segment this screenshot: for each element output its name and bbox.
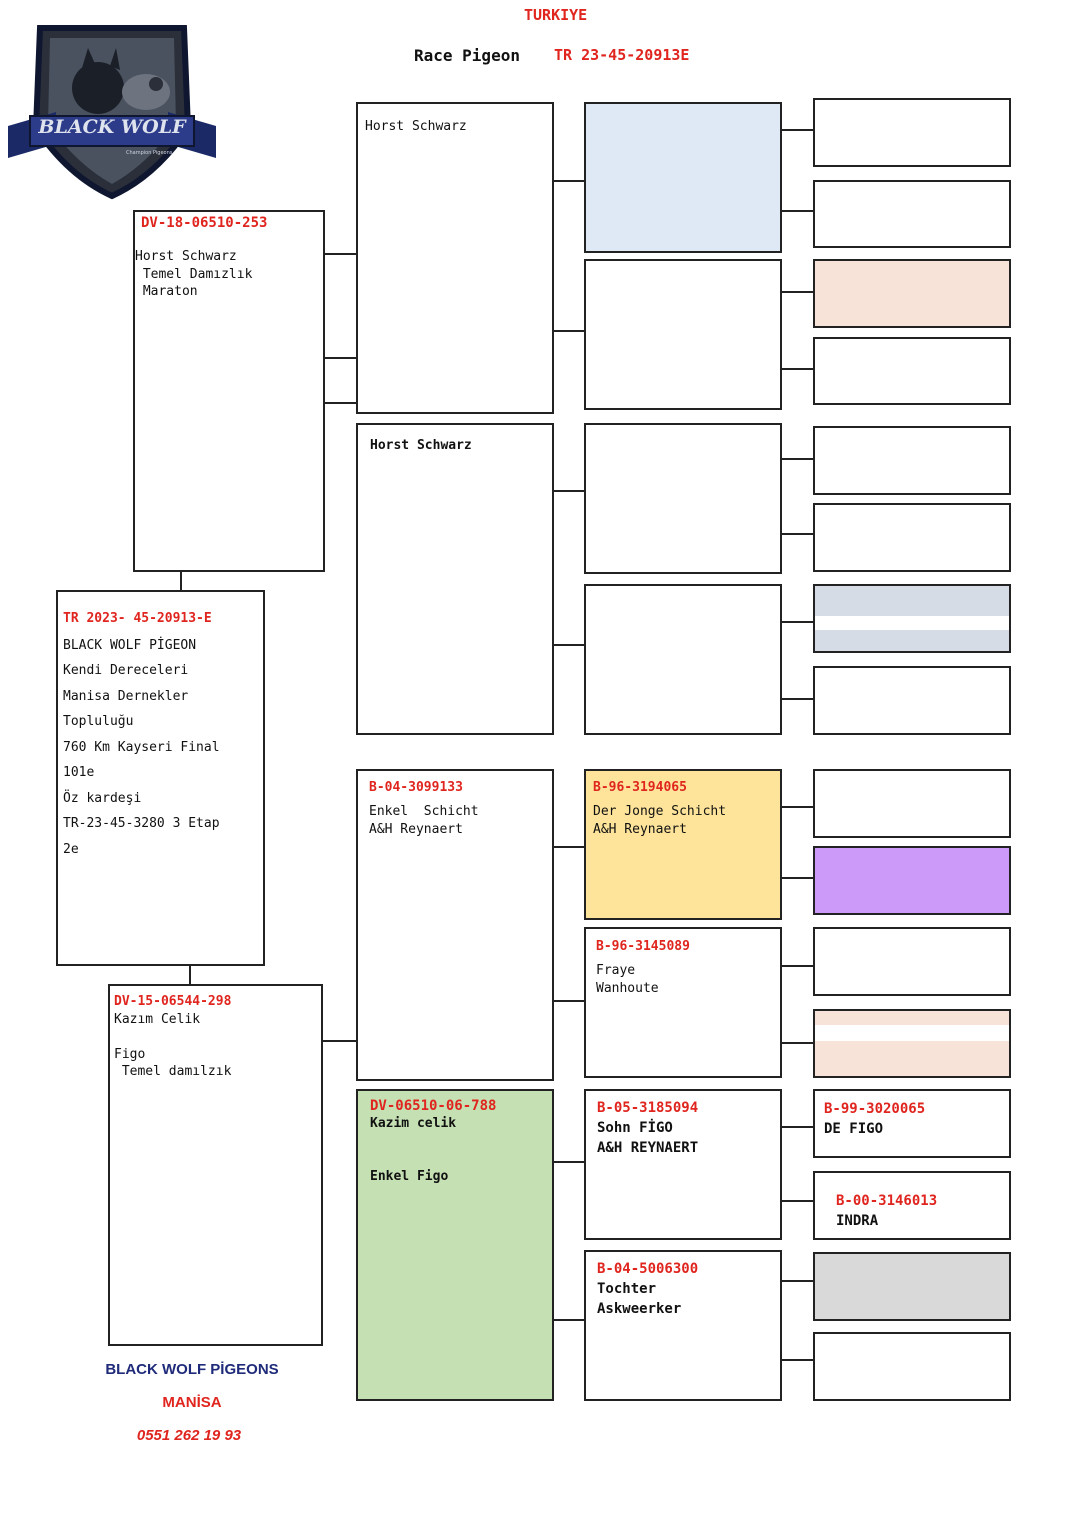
country-title: TURKIYE	[524, 6, 588, 24]
dam-dam-line: Enkel Figo	[370, 1169, 449, 1184]
dam-dam-box	[356, 1089, 554, 1401]
connector-line	[781, 533, 814, 535]
gen4-ring: B-00-3146013	[836, 1193, 938, 1209]
dam-dam-ring: DV-06510-06-788	[370, 1098, 497, 1114]
connector-line	[781, 1200, 814, 1202]
connector-line	[553, 180, 586, 182]
gen3-box	[584, 423, 782, 574]
logo-text: BLACK WOLF	[38, 116, 186, 138]
gen4-box	[813, 98, 1011, 167]
connector-line	[781, 1280, 814, 1282]
gen4-box	[813, 927, 1011, 996]
connector-line	[553, 1000, 586, 1002]
dam-sire-ring: B-04-3099133	[369, 780, 463, 795]
gen4-box	[813, 337, 1011, 405]
gen4-box-indra	[813, 1171, 1011, 1240]
connector-line	[781, 291, 814, 293]
connector-line	[781, 806, 814, 808]
connector-line	[781, 1126, 814, 1128]
connector-line	[322, 1040, 356, 1042]
subject-line: 760 Km Kayseri Final	[63, 740, 220, 755]
gen3-line: Sohn FİGO	[597, 1120, 673, 1136]
gen3-line: Fraye	[596, 963, 636, 978]
gen3-box-dd-dam	[584, 1250, 782, 1401]
connector-line	[781, 129, 814, 131]
gen3-line: Tochter	[597, 1281, 657, 1297]
connector-line	[781, 1359, 814, 1361]
gen4-box	[813, 259, 1011, 328]
gen3-ring: B-04-5006300	[597, 1261, 699, 1277]
gen4-box-figo	[813, 1089, 1011, 1158]
connector-line	[553, 490, 586, 492]
dam-sire-line: Enkel Schicht	[369, 804, 479, 819]
connector-line	[781, 877, 814, 879]
subject-line: Topluluğu	[63, 714, 134, 729]
gen4-line: INDRA	[836, 1213, 879, 1229]
gen3-ring: B-96-3194065	[593, 780, 687, 795]
dam-sire-box	[356, 769, 554, 1081]
gen3-line: Wanhoute	[596, 981, 659, 996]
subject-line: 101e	[63, 765, 95, 780]
connector-line	[553, 330, 586, 332]
footer-name: BLACK WOLF PİGEONS	[105, 1361, 279, 1378]
subject-line: Kendi Dereceleri	[63, 663, 189, 678]
connector-line	[781, 368, 814, 370]
gen3-line: Der Jonge Schicht	[593, 804, 727, 819]
sire-line: Horst Schwarz	[135, 249, 237, 264]
gen4-box	[813, 846, 1011, 915]
sire-line: Maraton	[135, 284, 198, 299]
subject-ring: TR 2023- 45-20913-E	[63, 611, 212, 626]
gen3-box	[584, 102, 782, 253]
gen3-box-ds-sire	[584, 769, 782, 920]
connector-line	[553, 1161, 586, 1163]
connector-line	[180, 571, 182, 591]
subject-line: Manisa Dernekler	[63, 689, 189, 704]
connector-line	[781, 458, 814, 460]
connector-line	[781, 621, 814, 623]
gen4-box	[813, 666, 1011, 735]
subject-line: 2e	[63, 842, 79, 857]
connector-line	[324, 402, 358, 404]
sire-line: Temel Damızlık	[135, 267, 253, 282]
dam-ring: DV-15-06544-298	[114, 994, 232, 1009]
dam-sire-line: A&H Reynaert	[369, 822, 463, 837]
connector-line	[553, 846, 586, 848]
sire-ring: DV-18-06510-253	[141, 215, 268, 231]
sire-box	[133, 210, 325, 572]
connector-line	[189, 965, 191, 985]
gen3-box	[584, 584, 782, 735]
gen4-line: DE FIGO	[824, 1121, 884, 1137]
connector-line	[553, 1319, 586, 1321]
dam-line: Kazım Celik	[114, 1012, 201, 1027]
gen4-box	[813, 180, 1011, 248]
sire-dam-box	[356, 423, 554, 735]
black-wolf-logo	[6, 8, 218, 200]
connector-line	[781, 210, 814, 212]
connector-line	[781, 965, 814, 967]
subject-line: Öz kardeşi	[63, 791, 142, 806]
connector-line	[553, 644, 586, 646]
gen4-box	[813, 1252, 1011, 1321]
sire-sire-box	[356, 102, 554, 414]
gen3-line: Askweerker	[597, 1301, 682, 1317]
dam-line: Figo	[114, 1047, 146, 1062]
subject-box	[56, 590, 265, 966]
footer-phone: 0551 262 19 93	[136, 1427, 242, 1444]
gen3-ring: B-05-3185094	[597, 1100, 699, 1116]
gen4-box	[813, 1332, 1011, 1401]
subject-line: BLACK WOLF PİGEON	[63, 638, 197, 653]
dam-line: Temel damılzık	[114, 1064, 232, 1079]
connector-line	[781, 1042, 814, 1044]
sire-sire-line: Horst Schwarz	[365, 119, 467, 134]
gen3-box-dd-sire	[584, 1089, 782, 1240]
gen4-box	[813, 503, 1011, 572]
dam-dam-line: Kazim celik	[370, 1116, 457, 1131]
gen4-box	[813, 584, 1011, 653]
dam-box	[108, 984, 323, 1346]
sire-dam-line: Horst Schwarz	[370, 438, 472, 453]
race-pigeon-label: Race Pigeon	[414, 46, 520, 65]
subject-line: TR-23-45-3280 3 Etap	[63, 816, 220, 831]
gen4-box	[813, 426, 1011, 495]
gen3-line: A&H Reynaert	[593, 822, 687, 837]
gen3-box-ds-dam	[584, 927, 782, 1078]
connector-line	[324, 253, 358, 255]
connector-line	[781, 698, 814, 700]
gen4-ring: B-99-3020065	[824, 1101, 926, 1117]
connector-line	[324, 357, 358, 359]
gen3-ring: B-96-3145089	[596, 939, 690, 954]
gen3-line: A&H REYNAERT	[597, 1140, 699, 1156]
gen4-box	[813, 769, 1011, 838]
footer-city: MANİSA	[162, 1394, 222, 1411]
header-ring: TR 23-45-20913E	[554, 46, 690, 64]
gen3-box	[584, 259, 782, 410]
logo-subtext: Champion Pigeons	[126, 150, 173, 156]
gen4-box	[813, 1009, 1011, 1078]
